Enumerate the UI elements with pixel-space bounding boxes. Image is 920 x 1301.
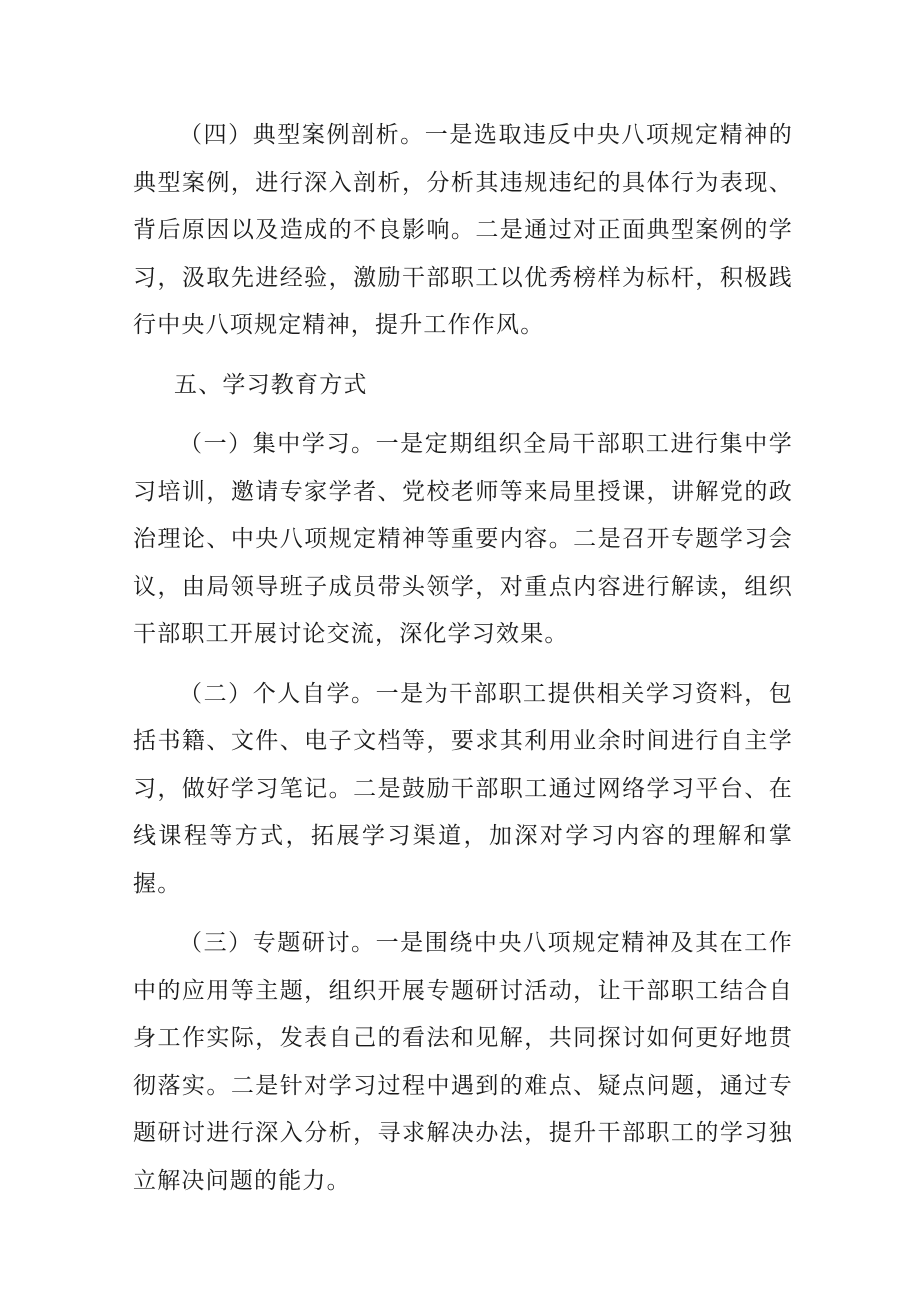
section-heading-study-methods: 五、学习教育方式 [174, 371, 368, 398]
document-body [133, 112, 793, 1205]
paragraph-self-study: （二）个人自学。一是为干部职工提供相关学习资料，包括书籍、文件、电子文档等，要求其利用业余时间进行自主学习，做好学习笔记。二是鼓励干部职工通过网络学习平台、在线课程等方式，拓展学习渠道，加深对学习内容的理解和掌握。 [133, 680, 793, 897]
paragraph-case-analysis: （四）典型案例剖析。一是选取违反中央八项规定精神的典型案例，进行深入剖析，分析其违规违纪的具体行为表现、背后原因以及造成的不良影响。二是通过对正面典型案例的学习，汲取先进经验，激励干部职工以优秀榜样为标杆，积极践行中央八项规定精神，提升工作作风。 [133, 122, 793, 338]
paragraph-seminar: （三）专题研讨。一是围绕中央八项规定精神及其在工作中的应用等主题，组织开展专题研讨活动，让干部职工结合自身工作实际，发表自己的看法和见解，共同探讨如何更好地贯彻落实。二是针对学习过程中遇到的难点、疑点问题，通过专题研讨进行深入分析，寻求解决办法，提升干部职工的学习独立解决问题的能力。 [133, 930, 793, 1194]
paragraph-centralized-study: （一）集中学习。一是定期组织全局干部职工进行集中学习培训，邀请专家学者、党校老师等来局里授课，讲解党的政治理论、中央八项规定精神等重要内容。二是召开专题学习会议，由局领导班子成员带头领学，对重点内容进行解读，组织干部职工开展讨论交流，深化学习效果。 [133, 431, 793, 647]
